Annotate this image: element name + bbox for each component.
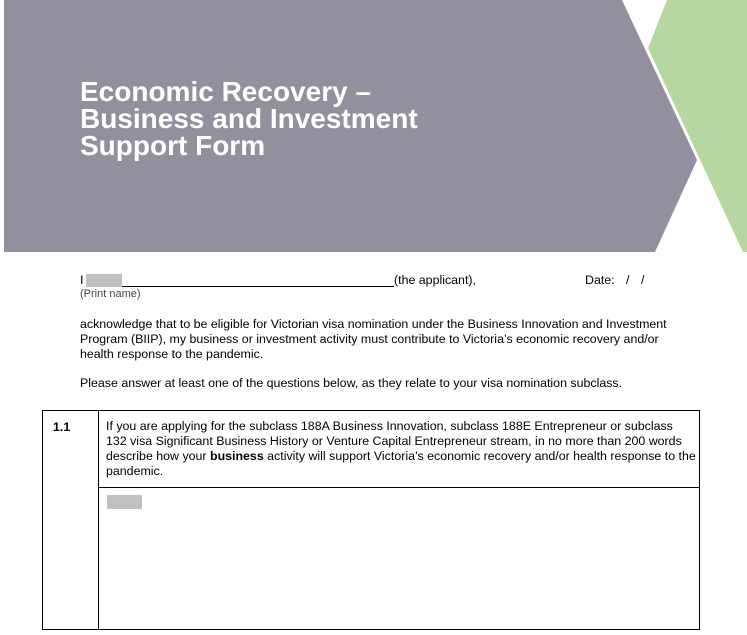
acknowledgement-text: acknowledge that to be eligible for Victorian visa nomination under the Business Innovation and Investment Program (BIIP), my business or investment activity must contribute to Victoria’s economic recovery and/or health response to the pandemic. [80, 317, 667, 361]
question-number: 1.1 [53, 420, 71, 434]
question-text-start: If you are applying for the subclass 188A Business Innovation, subclass 188E Entrepreneur or subclass 132 visa Significant Business History or Venture Capital Entrepreneur stream, in no more than 200 words describe how your [106, 419, 682, 463]
date-separator-1: / [626, 273, 630, 287]
question-text [106, 419, 696, 479]
print-name-label: (Print name) [80, 288, 141, 300]
question-text-bold: business [210, 449, 264, 463]
applicant-line [80, 273, 700, 289]
applicant-name-underline [122, 286, 394, 287]
form-title-line-3: Support Form [80, 130, 266, 161]
applicant-label: (the applicant), [394, 273, 476, 287]
question-table [42, 410, 700, 630]
question-number-cell [43, 411, 99, 629]
form-title-line-1: Economic Recovery – [80, 76, 372, 107]
applicant-name-field[interactable] [86, 274, 122, 287]
answer-field[interactable] [107, 495, 142, 509]
question-divider [99, 487, 699, 488]
form-title [80, 78, 418, 159]
date-separator-2: / [641, 273, 645, 287]
date-label: Date: [585, 273, 615, 287]
question-text-end: activity will support Victoria’s economic recovery and/or health response to the pandemic. [106, 449, 696, 478]
form-title-line-2: Business and Investment [80, 103, 418, 134]
applicant-prefix: I [80, 273, 84, 287]
instruction-text: Please answer at least one of the questions below, as they relate to your visa nomination subclass. [80, 376, 623, 390]
